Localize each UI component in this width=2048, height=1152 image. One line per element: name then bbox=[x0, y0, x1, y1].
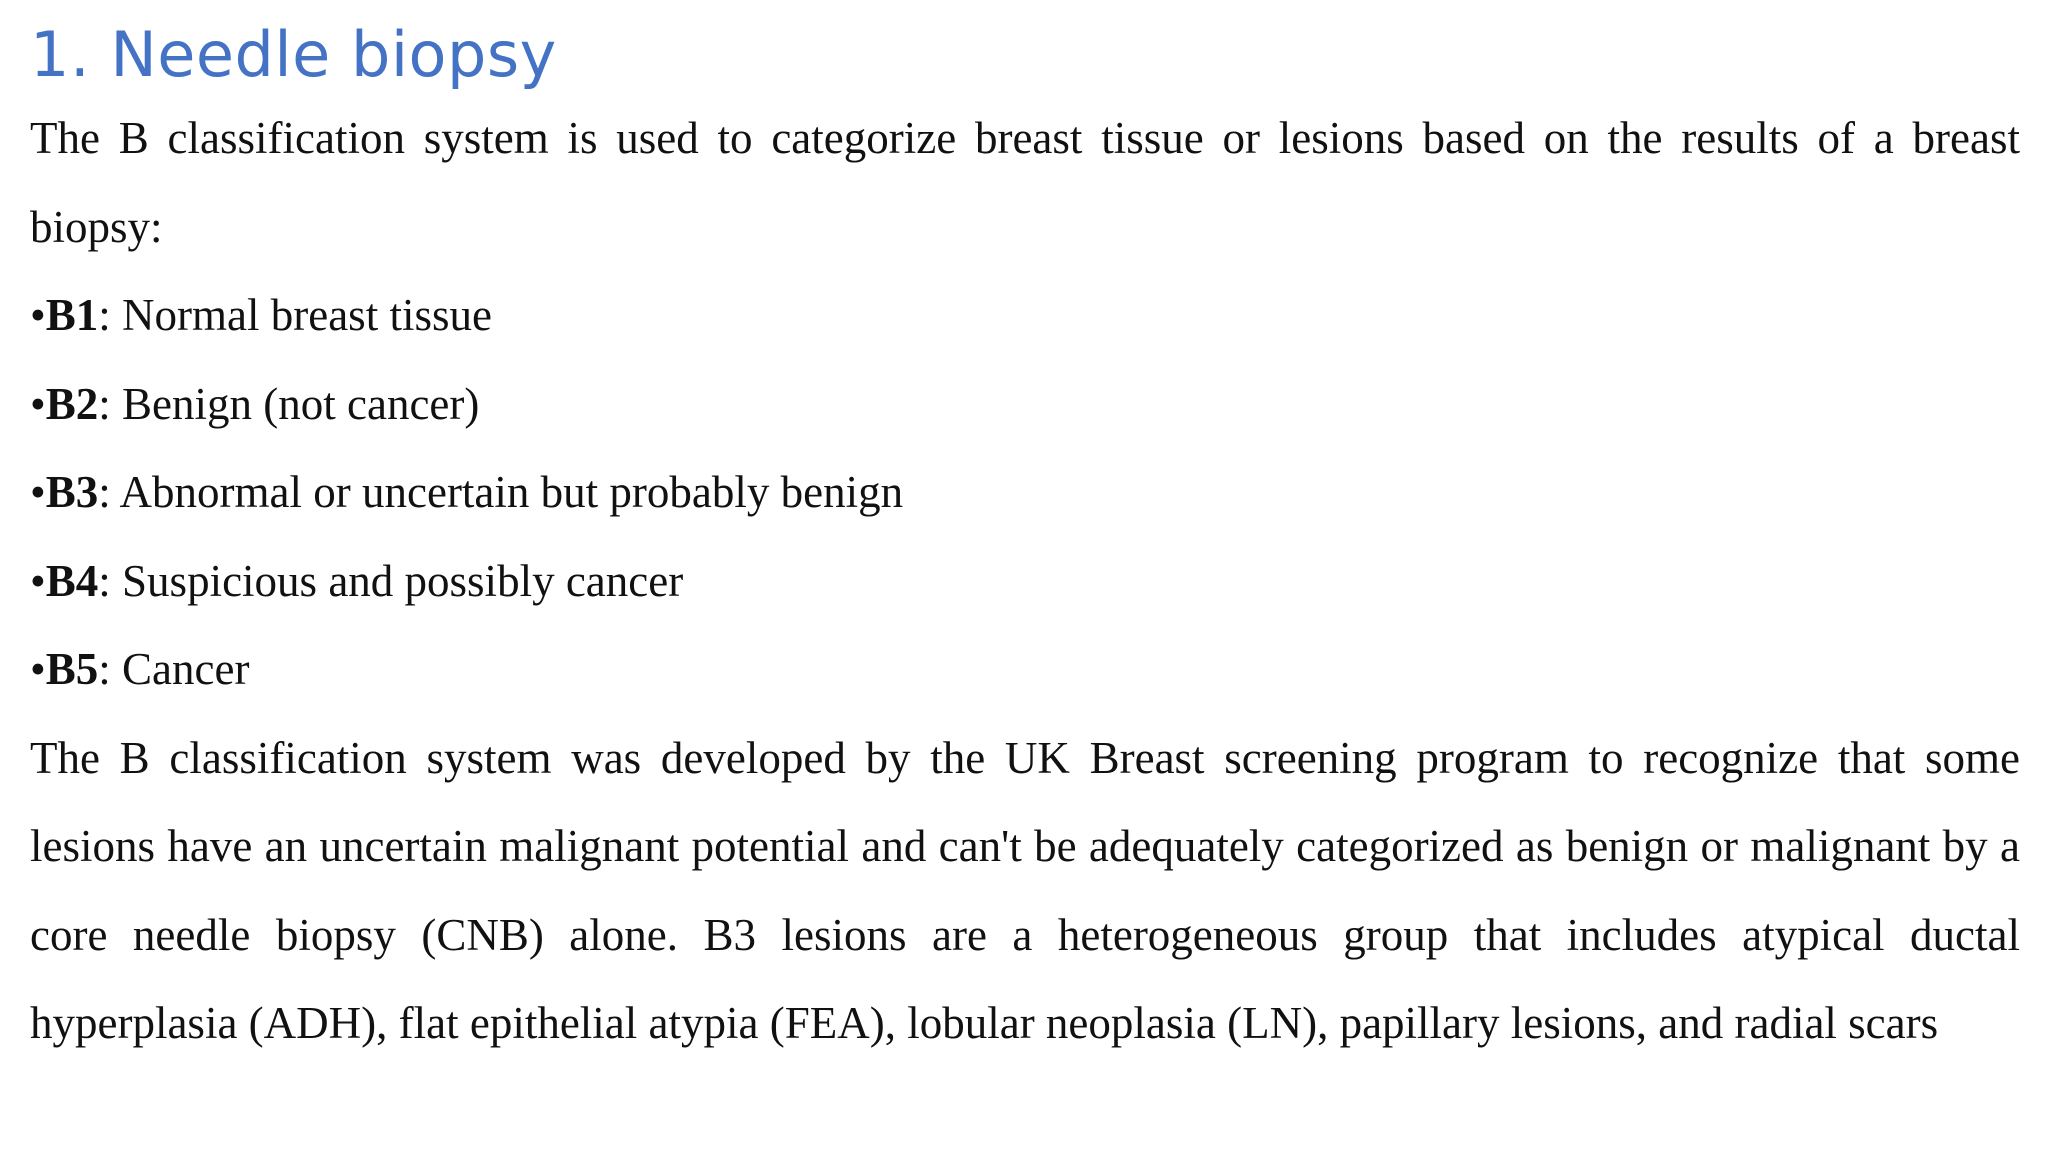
classification-code: B1 bbox=[45, 290, 99, 340]
bullet-glyph: • bbox=[30, 644, 46, 694]
classification-code: B4 bbox=[45, 555, 99, 606]
list-item-b5 bbox=[30, 625, 2020, 714]
classification-code: B3 bbox=[45, 467, 99, 517]
bullet-glyph: • bbox=[30, 555, 46, 606]
classification-description: : Cancer bbox=[98, 644, 250, 694]
classification-description: : Benign (not cancer) bbox=[98, 378, 480, 429]
list-item-b1 bbox=[30, 271, 2020, 360]
section-heading: 1. Needle biopsy bbox=[30, 18, 557, 91]
document-body bbox=[30, 94, 2020, 1068]
bullet-glyph: • bbox=[30, 290, 46, 340]
classification-description: : Suspicious and possibly cancer bbox=[98, 555, 684, 606]
bullet-glyph: • bbox=[30, 378, 46, 429]
list-item-b4 bbox=[30, 537, 2020, 626]
classification-description: : Normal breast tissue bbox=[98, 290, 492, 340]
intro-paragraph: The B classification system is used to categorize breast tissue or lesions based on the results of a breast biopsy: bbox=[30, 113, 2020, 252]
classification-code: B2 bbox=[45, 378, 99, 429]
classification-description: : Abnormal or uncertain but probably benign bbox=[98, 467, 904, 517]
list-item-b2 bbox=[30, 360, 2020, 449]
document-page bbox=[30, 0, 2020, 1152]
classification-code: B5 bbox=[45, 644, 99, 694]
bullet-glyph: • bbox=[30, 467, 46, 517]
list-item-b3 bbox=[30, 448, 2020, 537]
closing-paragraph: The B classification system was developed by the UK Breast screening program to recognize that some lesions have an uncertain malignant potential and can't be adequately categorized as benign or malignant by a core needle biopsy (CNB) alone. B3 lesions are a heterogeneous group that includes atypical ductal hyperplasia (ADH), flat epithelial atypia (FEA), lobular neoplasia (LN), papillary lesions, and radial scars bbox=[30, 732, 2020, 1048]
classification-list bbox=[30, 271, 2020, 714]
